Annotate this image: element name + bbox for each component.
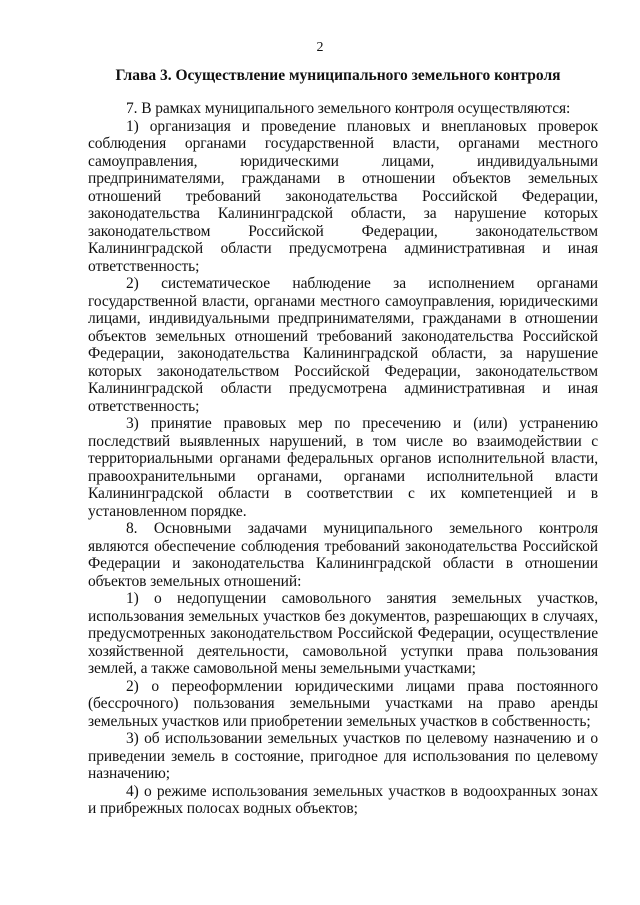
paragraph-8-item-2: 2) о переоформлении юридическими лицами права постоянного (бессрочного) пользования земельными участками на право аренды земельных участков или приобретении земельных участков в собственность; [88, 677, 598, 730]
paragraph-8-item-1: 1) о недопущении самовольного занятия земельных участков, использования земельных участков без документов, разрешающих в случаях, предусмотренных законодательством Российской Федерации, осуществление хозяйственной деятельности, самовольной уступки права пользования землей, а также самовольной мены земельными участками; [88, 590, 598, 677]
document-body [88, 100, 598, 818]
paragraph-7-item-2: 2) систематическое наблюдение за исполнением органами государственной власти, органами местного самоуправления, юридическими лицами, индивидуальными предпринимателями, гражданами в отношении объектов земельных отношений требований законодательства Российской Федерации, законодательства Калининградской области, за нарушение которых законодательством Российской Федерации, законодательством Калининградской области предусмотрена административная и иная ответственность; [88, 275, 598, 415]
paragraph-8-item-3: 3) об использовании земельных участков по целевому назначению и о приведении земель в состояние, пригодное для использования по целевому назначению; [88, 730, 598, 782]
paragraph-8-item-4: 4) о режиме использования земельных участков в водоохранных зонах и прибрежных полосах водных объектов; [88, 782, 598, 817]
page-number: 2 [316, 40, 324, 55]
paragraph-8-intro: 8. Основными задачами муниципального земельного контроля являются обеспечение соблюдения требований законодательства Российской Федерации и законодательства Калининградской области в отношении объектов земельных отношений: [88, 520, 598, 590]
paragraph-7-item-1: 1) организация и проведение плановых и внеплановых проверок соблюдения органами государственной власти, органами местного самоуправления, юридическими лицами, индивидуальными предпринимателями, гражданами в отношении объектов земельных отношений требований законодательства Российской Федерации, законодательства Калининградской области, за нарушение которых законодательством Российской Федерации, законодательством Калининградской области предусмотрена административная и иная ответственность; [88, 117, 598, 275]
chapter-title: Глава 3. Осуществление муниципального земельного контроля [115, 67, 561, 84]
paragraph-7-item-3: 3) принятие правовых мер по пресечению и (или) устранению последствий выявленных нарушений, в том числе во взаимодействии с территориальными органами федеральных органов исполнительной власти, правоохранительными органами, органами исполнительной власти Калининградской области в соответствии с их компетенцией и в установленном порядке. [88, 415, 598, 520]
paragraph-7-intro: 7. В рамках муниципального земельного контроля осуществляются: [126, 100, 571, 117]
